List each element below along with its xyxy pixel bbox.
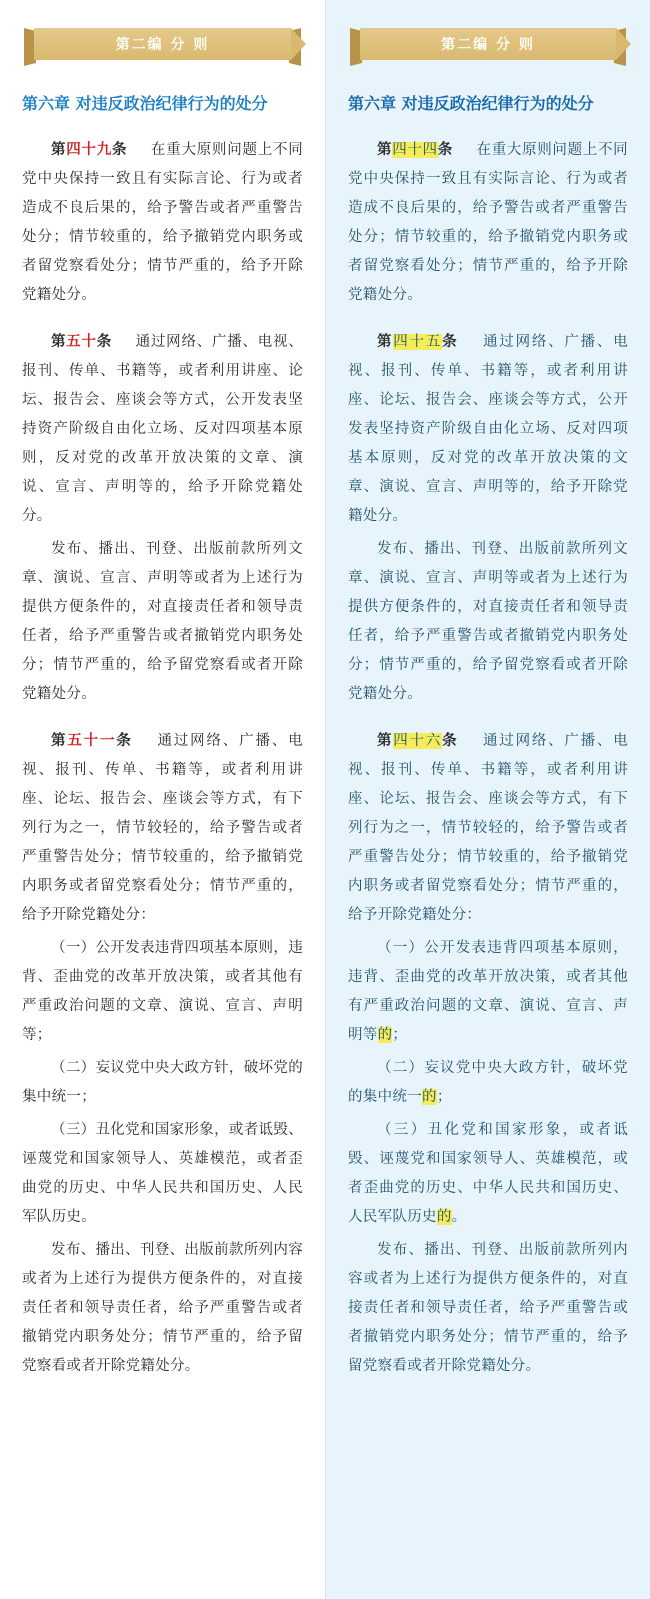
article — [22, 328, 303, 709]
ribbon-body — [34, 28, 291, 60]
article-number: 第四十九条 — [51, 142, 128, 158]
article-paragraph: （三）丑化党和国家形象，或者诋毁、诬蔑党和国家领导人、英雄模范，或者歪曲党的历史、中华人民共和国历史、人民军队历史的。 — [348, 1122, 628, 1225]
article-first-paragraph: 第四十五条 通过网络、广播、电视、报刊、传单、书籍等，或者利用讲座、论坛、报告会、座谈会等方式，公开发表坚持资产阶级自由化立场、反对四项基本原则，反对党的改革开放决策的文章、演说、宣言、声明等的，给予开除党籍处分。 — [348, 334, 628, 524]
article-paragraph: （一）公开发表违背四项基本原则，违背、歪曲党的改革开放决策，或者其他有严重政治问题的文章、演说、宣言、声明等； — [22, 940, 303, 1043]
ribbon-body — [360, 28, 616, 60]
article — [348, 136, 628, 310]
article-number-value: 五十 — [66, 334, 97, 350]
article-number-value: 四十四 — [392, 142, 438, 158]
article-first-paragraph: 第四十九条 在重大原则问题上不同党中央保持一致且有实际言论、行为或者造成不良后果的，给予警告或者严重警告处分；情节较重的，给予撤销党内职务或者留党察看处分；情节严重的，给予开除党籍处分。 — [22, 142, 304, 303]
article-paragraph: （二）妄议党中央大政方针，破坏党的集中统一； — [22, 1060, 303, 1105]
chapter-title-right: 第六章 对违反政治纪律行为的处分 — [348, 94, 594, 113]
article — [348, 328, 628, 709]
highlight-text: 的 — [422, 1089, 437, 1105]
article-paragraph: 发布、播出、刊登、出版前款所列内容或者为上述行为提供方便条件的，对直接责任者和领导责任者，给予严重警告或者撤销党内职务处分；情节严重的，给予留党察看或者开除党籍处分。 — [22, 1242, 303, 1374]
article-first-paragraph: 第四十六条 通过网络、广播、电视、报刊、传单、书籍等，或者利用讲座、论坛、报告会、座谈会等方式，有下列行为之一，情节较轻的，给予警告或者严重警告处分；情节较重的，给予撤销党内职务或者留党察看处分；情节严重的，给予开除党籍处分： — [348, 733, 628, 923]
article-number: 第五十条 — [51, 334, 113, 350]
banner-label: 第二编 分 则 — [441, 37, 535, 53]
column-right — [325, 0, 650, 1599]
article — [22, 136, 303, 310]
section-banner-left — [22, 28, 303, 66]
article — [22, 727, 303, 1381]
article-number-value: 五十一 — [67, 733, 117, 749]
article-number-value: 四十六 — [393, 733, 443, 749]
article-number-value: 四十九 — [66, 142, 113, 158]
article-paragraph: 发布、播出、刊登、出版前款所列内容或者为上述行为提供方便条件的，对直接责任者和领导责任者，给予严重警告或者撤销党内职务处分；情节严重的，给予留党察看或者开除党籍处分。 — [348, 1242, 628, 1374]
banner-label: 第二编 分 则 — [115, 37, 210, 53]
section-banner-right — [348, 28, 628, 66]
article-paragraph: （一）公开发表违背四项基本原则，违背、歪曲党的改革开放决策，或者其他有严重政治问题的文章、演说、宣言、声明等的； — [348, 940, 628, 1043]
article-first-paragraph: 第四十四条 在重大原则问题上不同党中央保持一致且有实际言论、行为或者造成不良后果的，给予警告或者严重警告处分；情节较重的，给予撤销党内职务或者留党察看处分；情节严重的，给予开除党籍处分。 — [348, 142, 628, 303]
article-number: 第四十四条 — [377, 142, 453, 158]
article-number-value: 四十五 — [393, 334, 443, 350]
article-number: 第四十六条 — [377, 733, 459, 749]
article-paragraph: （三）丑化党和国家形象，或者诋毁、诬蔑党和国家领导人、英雄模范，或者歪曲党的历史、中华人民共和国历史、人民军队历史。 — [22, 1122, 303, 1225]
highlight-text: 的 — [436, 1209, 452, 1225]
article-paragraph: 发布、播出、刊登、出版前款所列文章、演说、宣言、声明等或者为上述行为提供方便条件的，对直接责任者和领导责任者，给予严重警告或者撤销党内职务处分；情节严重的，给予留党察看或者开除党籍处分。 — [22, 541, 303, 702]
articles-left — [22, 136, 303, 1381]
chapter-title-left: 第六章 对违反政治纪律行为的处分 — [22, 94, 268, 113]
article-first-paragraph: 第五十一条 通过网络、广播、电视、报刊、传单、书籍等，或者利用讲座、论坛、报告会、座谈会等方式，有下列行为之一，情节较轻的，给予警告或者严重警告处分；情节较重的，给予撤销党内职务或者留党察看处分；情节严重的，给予开除党籍处分： — [22, 733, 303, 923]
article — [348, 727, 628, 1381]
article-paragraph: 发布、播出、刊登、出版前款所列文章、演说、宣言、声明等或者为上述行为提供方便条件的，对直接责任者和领导责任者，给予严重警告或者撤销党内职务处分；情节严重的，给予留党察看或者开除党籍处分。 — [348, 541, 628, 702]
article-first-paragraph: 第五十条 通过网络、广播、电视、报刊、传单、书籍等，或者利用讲座、论坛、报告会、座谈会等方式，公开发表坚持资产阶级自由化立场、反对四项基本原则，反对党的改革开放决策的文章、演说、宣言、声明等的，给予开除党籍处分。 — [22, 334, 303, 524]
highlight-text: 的 — [377, 1027, 393, 1043]
article-paragraph: （二）妄议党中央大政方针，破坏党的集中统一的； — [348, 1060, 628, 1105]
article-number: 第五十一条 — [51, 733, 133, 749]
articles-right — [348, 136, 628, 1381]
article-number: 第四十五条 — [377, 334, 459, 350]
